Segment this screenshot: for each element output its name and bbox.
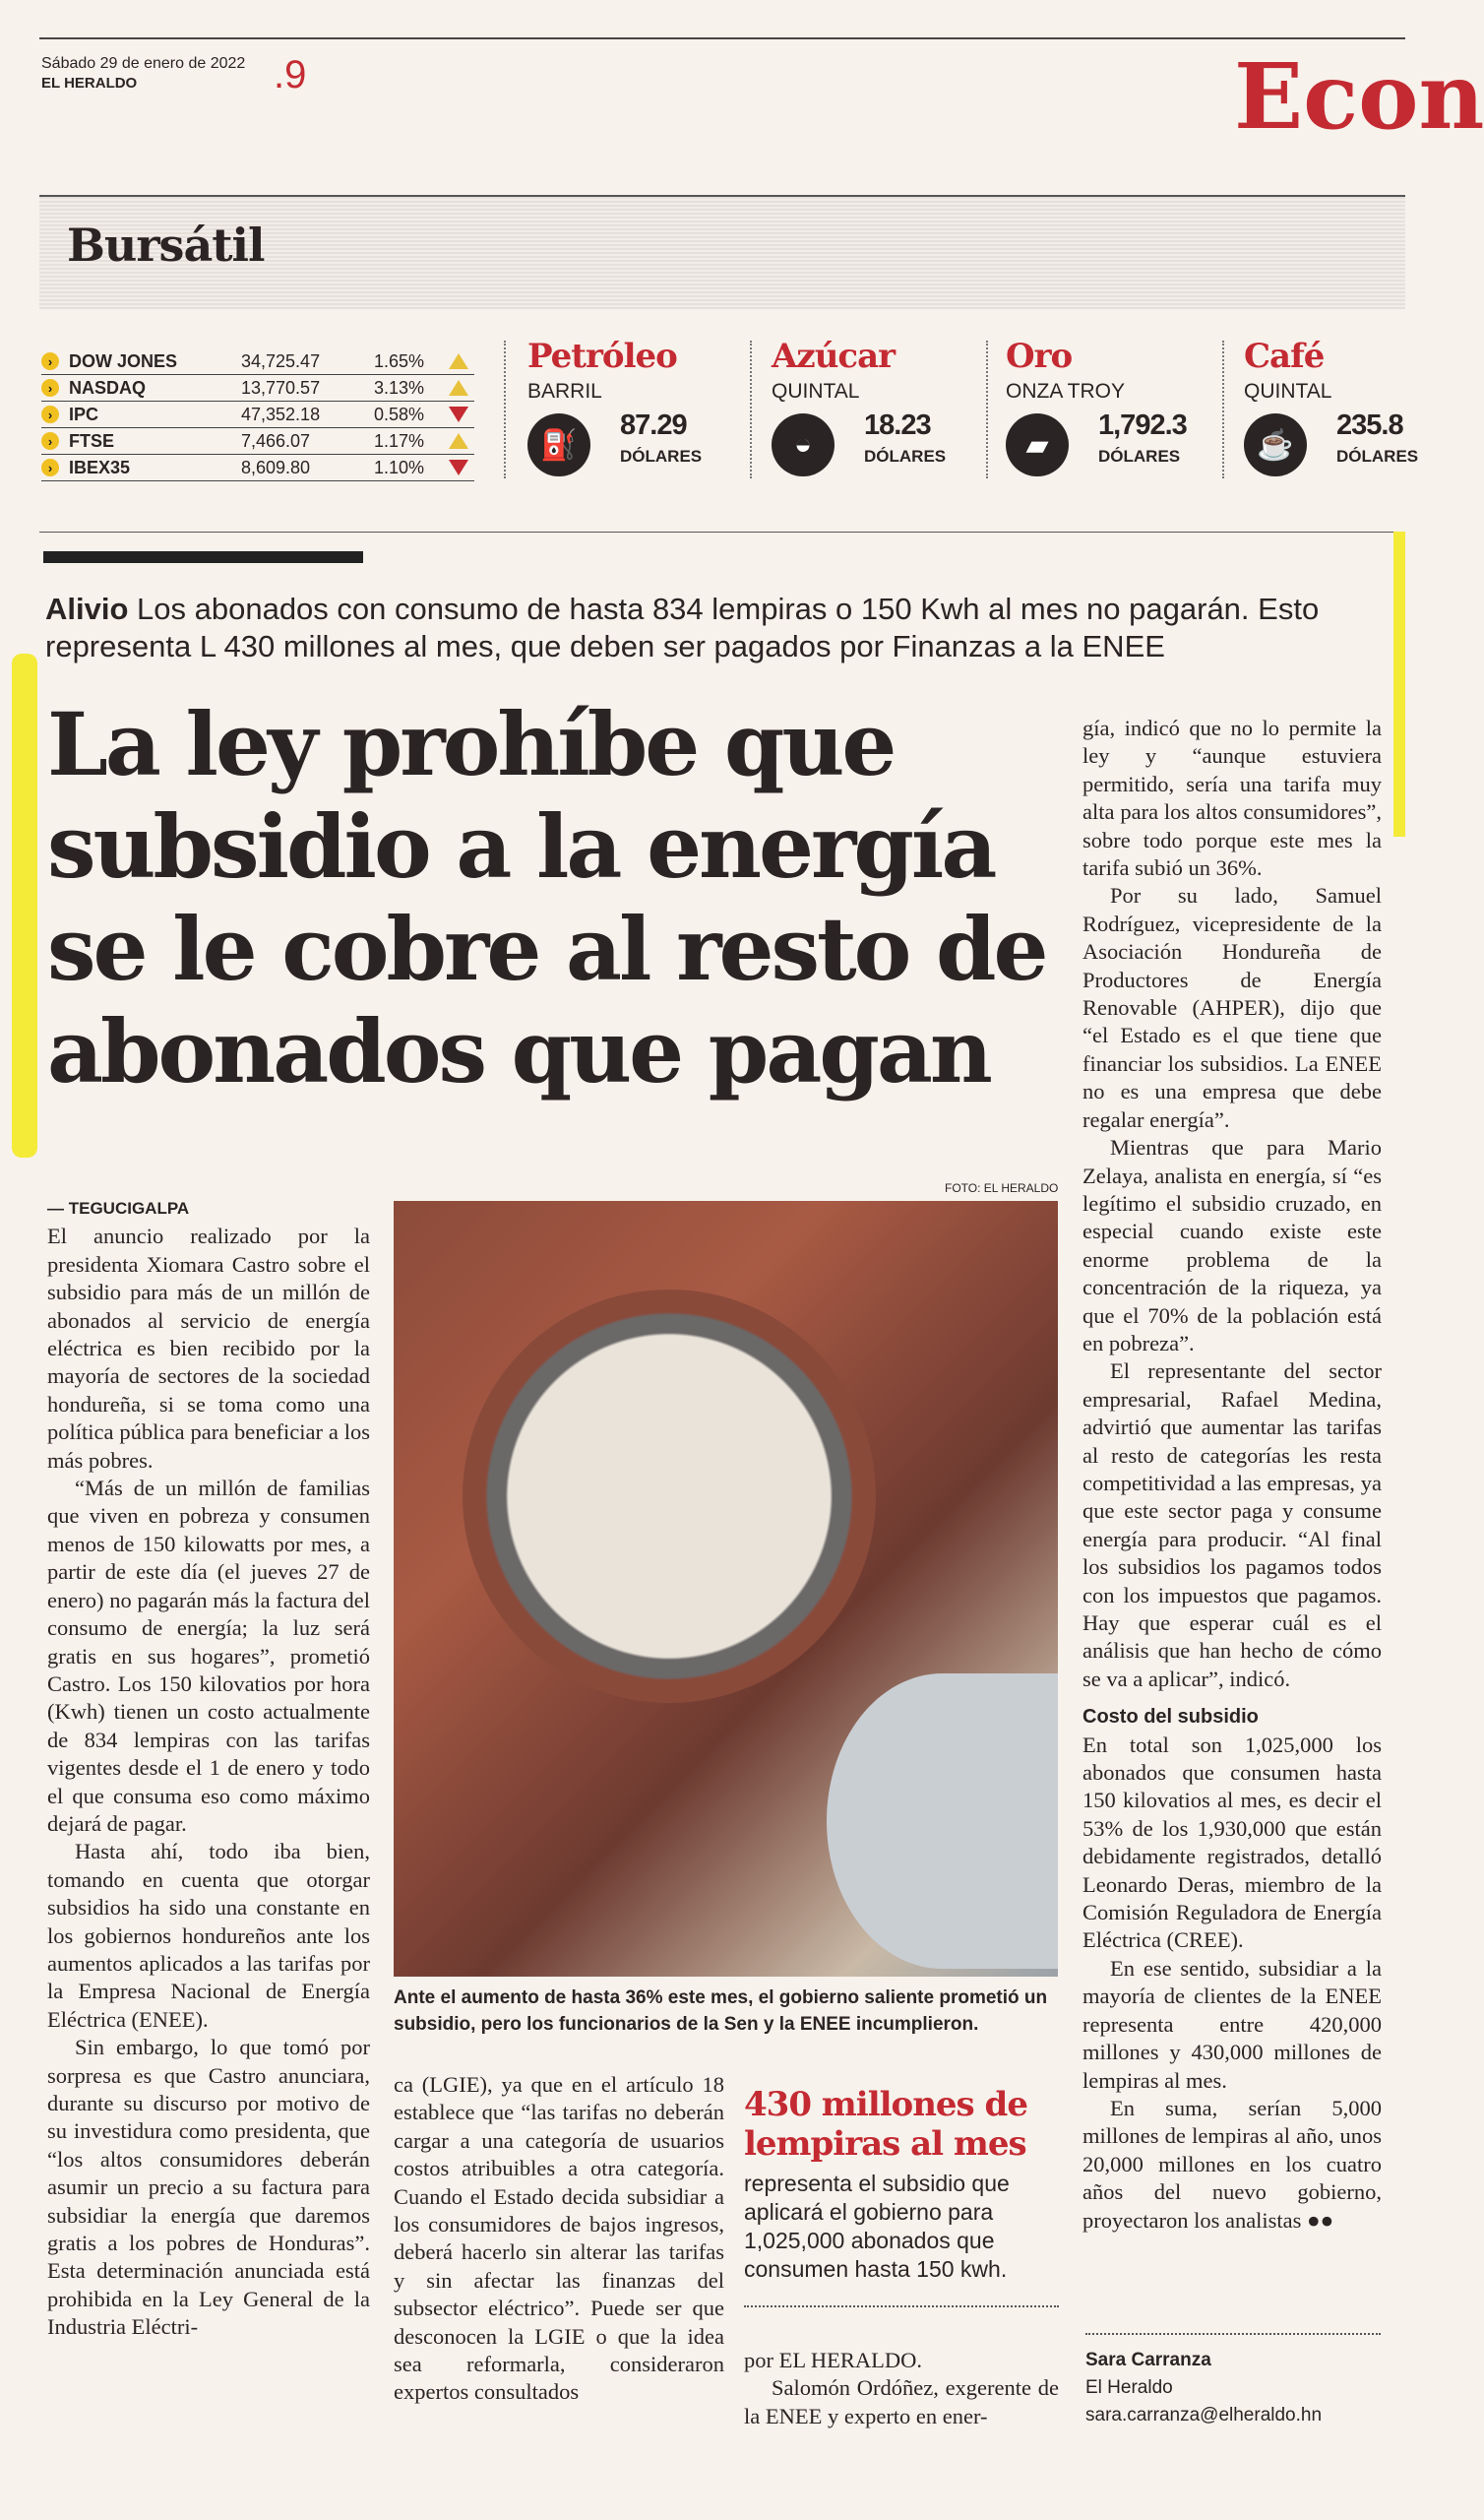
pull-quote-title: 430 millones de lempiras al mes xyxy=(744,2085,1027,2164)
sugar-sack-icon: ◒ xyxy=(772,413,835,476)
stock-name: IBEX35 xyxy=(69,457,131,477)
stock-row xyxy=(41,428,474,455)
author-signature xyxy=(1085,2347,1322,2429)
electric-meter-photo xyxy=(394,1201,1058,1977)
photo-caption: Ante el aumento de hasta 36% este mes, el gobierno saliente prometió un subsidio, pero los funcionarios de la Sen y la ENEE incumplieron. xyxy=(394,1987,1048,2035)
article-column-1 xyxy=(47,1195,370,2342)
author-name: Sara Carranza xyxy=(1085,2350,1211,2370)
top-rule xyxy=(39,37,1405,39)
commodity-azucar xyxy=(772,337,978,494)
paragraph: El anuncio realizado por la presidenta Xiomara Castro sobre el subsidio para más de un millón de abonados al servicio de energía eléctrica es bien recibido por la mayoría de sectores de la sociedad hondureña, si se toma como una política pública para beneficiar a los más pobres. xyxy=(47,1224,370,1473)
chevron-right-icon: › xyxy=(41,352,59,370)
chevron-right-icon: › xyxy=(41,379,59,397)
section-title: Econ xyxy=(1234,43,1484,150)
stock-change: 1.10% xyxy=(374,457,425,477)
stock-name: FTSE xyxy=(69,430,115,451)
paragraph: En total son 1,025,000 los abonados que consumen hasta 150 kilovatios al mes, es decir el 53% de los 1,930,000 que están debidamente registrados, detalló Leonardo Deras, miembro de la Comisión Reguladora de Energía Eléctrica (CREE). xyxy=(1082,1732,1382,1953)
divider xyxy=(750,341,752,478)
stock-value: 13,770.57 xyxy=(241,377,321,398)
stock-row xyxy=(41,455,474,481)
triangle-up-icon xyxy=(449,380,468,396)
article-headline: La ley prohíbe que subsidio a la energía se le cobre al resto de abonados que pagan xyxy=(47,693,1046,1102)
triangle-up-icon xyxy=(449,433,468,449)
stock-change: 0.58% xyxy=(374,404,425,424)
stock-value: 7,466.07 xyxy=(241,430,311,451)
paragraph: Por su lado, Samuel Rodríguez, vicepresidente de la Asociación Hondureña de Productores de Energía Renovable (AHPER), dijo que “el Estado es el que tiene que financiar los subsidios. La ENEE no es una empresa que debe regalar energía”. xyxy=(1082,883,1382,1132)
coffee-bean-icon: ☕ xyxy=(1244,413,1307,476)
commodity-currency: DÓLARES xyxy=(1098,447,1181,466)
paragraph: Hasta ahí, todo iba bien, tomando en cuenta que otorgar subsidios ha sido una constante en los gobiernos hondureños ante los aumentos aplicados a las tarifas por la Empresa Nacional de Energía Eléctrica (ENEE). xyxy=(47,1839,370,2032)
paragraph: por EL HERALDO. xyxy=(744,2348,923,2372)
divider xyxy=(1222,341,1224,478)
stock-name: IPC xyxy=(69,404,99,424)
stock-value: 47,352.18 xyxy=(241,404,321,424)
commodity-unit: QUINTAL xyxy=(772,380,860,403)
divider xyxy=(504,341,506,478)
dotted-rule xyxy=(744,2305,1059,2307)
dotted-rule xyxy=(1085,2333,1381,2335)
dateline-text: TEGUCIGALPA xyxy=(68,1199,190,1218)
paragraph: Sin embargo, lo que tomó por sorpresa es que Castro anunciara, durante su discurso por motivo de su investidura como presidenta, que “los altos consumidores deberán asumir un precio a su factura para subsidiar la energía que daremos gratis a los pobres de Honduras”. Esta determinación anunciada está prohibida en la Ley General de la Industria Eléctri- xyxy=(47,2035,370,2340)
stock-change: 3.13% xyxy=(374,377,425,398)
gold-bar-icon: ▰ xyxy=(1006,413,1069,476)
lead-kicker: Alivio xyxy=(45,592,129,626)
author-org: El Heraldo xyxy=(1085,2377,1173,2398)
pull-quote xyxy=(744,2085,1059,2307)
commodity-value: 87.29 xyxy=(620,410,687,441)
dateline: — TEGUCIGALPA xyxy=(47,1199,190,1218)
chevron-right-icon: › xyxy=(41,432,59,450)
commodity-petroleo xyxy=(527,337,734,494)
paragraph: ca (LGIE), ya que en el artículo 18 establece que “las tarifas no deberán cargar a una categoría de usuarios costos atribuibles a otra categoría. Cuando el Estado decida subsidiar a los consumidores de bajos ingresos, deberá hacerlo sin alterar las tarifas y sin afectar las finanzas del subsector eléctrico”. Puede ser que desconocen la LGIE o que la idea sea reformarla, consideraron expertos consultados xyxy=(394,2072,724,2405)
commodity-cafe xyxy=(1244,337,1419,494)
stock-change: 1.17% xyxy=(374,430,425,451)
author-email: sara.carranza@elheraldo.hn xyxy=(1085,2405,1323,2426)
paragraph: gía, indicó que no lo permite la ley y “aunque estuviera permitido, sería una tarifa muy alta para los altos consumidores”, sobre todo porque este mes la tarifa subió un 36%. xyxy=(1082,716,1382,881)
highlighter-mark xyxy=(1393,532,1405,837)
commodity-unit: QUINTAL xyxy=(1244,380,1332,403)
commodity-currency: DÓLARES xyxy=(620,447,703,466)
stock-value: 8,609.80 xyxy=(241,457,311,477)
stock-row xyxy=(41,402,474,428)
oil-barrel-icon: ⛽ xyxy=(527,413,590,476)
article-column-4 xyxy=(1082,715,1382,2235)
stock-table xyxy=(41,348,474,481)
second-meter xyxy=(827,1673,1058,1969)
stock-name: DOW JONES xyxy=(69,350,178,371)
commodity-value: 18.23 xyxy=(864,410,931,441)
chevron-right-icon: › xyxy=(41,459,59,476)
stock-change: 1.65% xyxy=(374,350,425,371)
section-rule xyxy=(39,532,1405,533)
commodity-value: 235.8 xyxy=(1336,410,1403,441)
commodity-name: Azúcar xyxy=(772,337,896,376)
paragraph: En suma, serían 5,000 millones de lempiras al año, unos 20,000 millones en los cuatro años del nuevo gobierno, proyectaron los analistas ●● xyxy=(1082,2095,1382,2233)
pull-quote-body: representa el subsidio que aplicará el gobierno para 1,025,000 abonados que consumen hasta 150 kwh. xyxy=(744,2171,1010,2282)
paragraph: El representante del sector empresarial, Rafael Medina, advirtió que aumentar las tarifas al resto de categorías les resta competitividad a las empresas, ya que este sector paga y consume energía para producir. “Al final los subsidios los pagamos todos con los impuestos que pagamos. Hay que esperar cuál es el análisis que han hecho de cómo se va a aplicar”, indicó. xyxy=(1082,1358,1382,1691)
commodity-name: Petróleo xyxy=(527,337,677,376)
commodity-currency: DÓLARES xyxy=(1336,447,1419,466)
commodity-unit: BARRIL xyxy=(527,380,602,403)
page-number: .9 xyxy=(274,53,307,96)
commodity-oro xyxy=(1006,337,1212,494)
commodity-unit: ONZA TROY xyxy=(1006,380,1125,403)
commodity-name: Café xyxy=(1244,337,1325,376)
article-column-3 xyxy=(744,2347,1059,2430)
market-title: Bursátil xyxy=(67,219,265,272)
stock-name: NASDAQ xyxy=(69,377,147,398)
issue-date: Sábado 29 de enero de 2022 xyxy=(41,55,246,72)
subheading: Costo del subsidio xyxy=(1082,1706,1259,1729)
stock-row xyxy=(41,375,474,402)
newspaper-name: EL HERALDO xyxy=(41,75,138,92)
meter-dial xyxy=(463,1290,876,1703)
triangle-up-icon xyxy=(449,353,468,369)
paragraph: “Más de un millón de familias que viven en pobreza y consumen menos de 150 kilowatts por mes, a partir de este día (el jueves 27 de enero) no pagarán más la factura del consumo de energía; la luz será gratis en sus hogares”, prometió Castro. Los 150 kilovatios por hora (Kwh) tienen un costo actualmente de 834 lempiras con las tarifas vigentes desde el 1 de enero y todo el que consuma eso como máximo dejará de pagar. xyxy=(47,1476,370,1836)
stock-row xyxy=(41,348,474,375)
lead-text: Los abonados con consumo de hasta 834 lempiras o 150 Kwh al mes no pagarán. Esto representa L 430 millones al mes, que deben ser pagados por Finanzas a la ENEE xyxy=(45,592,1320,663)
commodity-value: 1,792.3 xyxy=(1098,410,1187,441)
commodity-currency: DÓLARES xyxy=(864,447,947,466)
article-column-2 xyxy=(394,2071,724,2407)
photo-credit: FOTO: EL HERALDO xyxy=(945,1181,1059,1195)
triangle-down-icon xyxy=(449,407,468,422)
chevron-right-icon: › xyxy=(41,406,59,423)
paragraph: En ese sentido, subsidiar a la mayoría de clientes de la ENEE representa entre 420,000 millones y 430,000 millones de lempiras al mes. xyxy=(1082,1955,1382,2093)
triangle-down-icon xyxy=(449,460,468,475)
highlighter-mark xyxy=(12,654,37,1158)
paragraph: Salomón Ordóñez, exgerente de la ENEE y experto en ener- xyxy=(744,2375,1059,2428)
paragraph: Mientras que para Mario Zelaya, analista en energía, sí “es legítimo el subsidio cruzado, en especial cuando existe este enorme problema de la concentración de la riqueza, ya que el 70% de la población está en pobreza”. xyxy=(1082,1135,1382,1355)
stock-value: 34,725.47 xyxy=(241,350,321,371)
divider xyxy=(986,341,988,478)
accent-bar xyxy=(43,551,363,563)
article-lead xyxy=(45,591,1393,665)
commodity-name: Oro xyxy=(1006,337,1073,376)
